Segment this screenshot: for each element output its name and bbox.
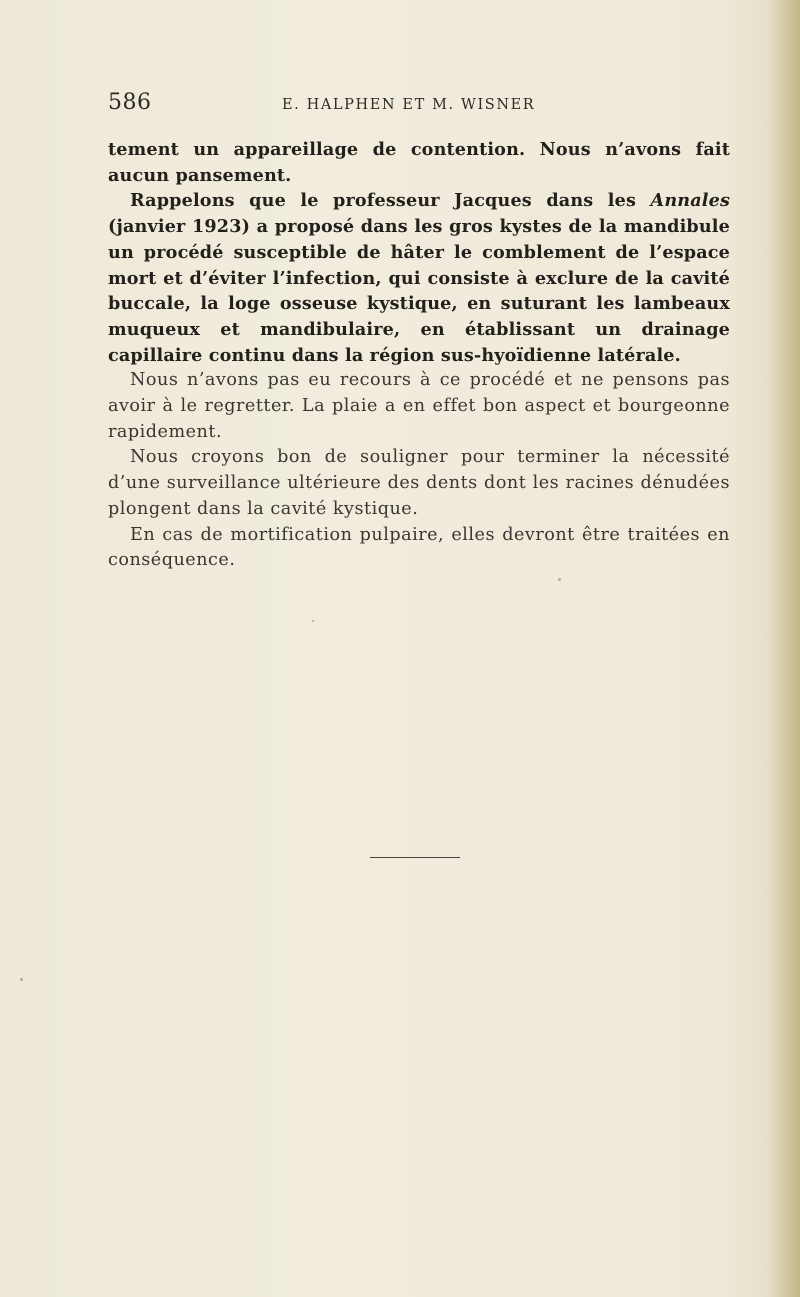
paragraph-1-text: tement un appareillage de contention. Nous n’avons fait aucun pansement. bbox=[108, 139, 730, 186]
paragraph-surveillance bbox=[108, 445, 730, 522]
end-rule bbox=[370, 857, 460, 858]
page-edge-shadow bbox=[770, 0, 800, 1297]
paragraph-not-used bbox=[108, 368, 730, 445]
paragraph-2-text-end: (janvier 1923) a proposé dans les gros kystes de la mandibule un procédé susceptible de hâter le comblement de l’espace mort et d’éviter l’infection, qui consiste à exclure de la cavité buccale, la loge osseuse kystique, en suturant les lambeaux muqueux et mandibulaire, en établissant un drainage capillaire continu dans la région sus-hyoïdienne latérale. bbox=[108, 216, 730, 366]
running-head: E. HALPHEN ET M. WISNER bbox=[282, 97, 536, 113]
body-text bbox=[108, 137, 730, 574]
page-number: 586 bbox=[108, 90, 152, 115]
paragraph-2-text-start: Rappelons que le professeur Jacques dans les bbox=[130, 190, 651, 212]
page-header bbox=[108, 90, 730, 120]
paper-speck bbox=[558, 578, 561, 581]
paper-speck bbox=[312, 620, 314, 622]
paragraph-continuation bbox=[108, 137, 730, 188]
paragraph-mortification bbox=[108, 523, 730, 574]
paragraph-5-text: En cas de mortification pulpaire, elles devront être traitées en conséquence. bbox=[108, 524, 730, 571]
journal-title-annales: Annales bbox=[650, 190, 730, 212]
paragraph-jacques-procedure bbox=[108, 188, 730, 368]
paragraph-3-text: Nous n’avons pas eu recours à ce procédé et ne pensons pas avoir à le regretter. La plaie a en effet bon aspect et bourgeonne rapidement. bbox=[108, 370, 730, 442]
paper-speck bbox=[20, 978, 23, 981]
paragraph-4-text: Nous croyons bon de souligner pour terminer la nécessité d’une surveillance ultérieure des dents dont les racines dénudées plongent dans la cavité kystique. bbox=[108, 447, 730, 519]
